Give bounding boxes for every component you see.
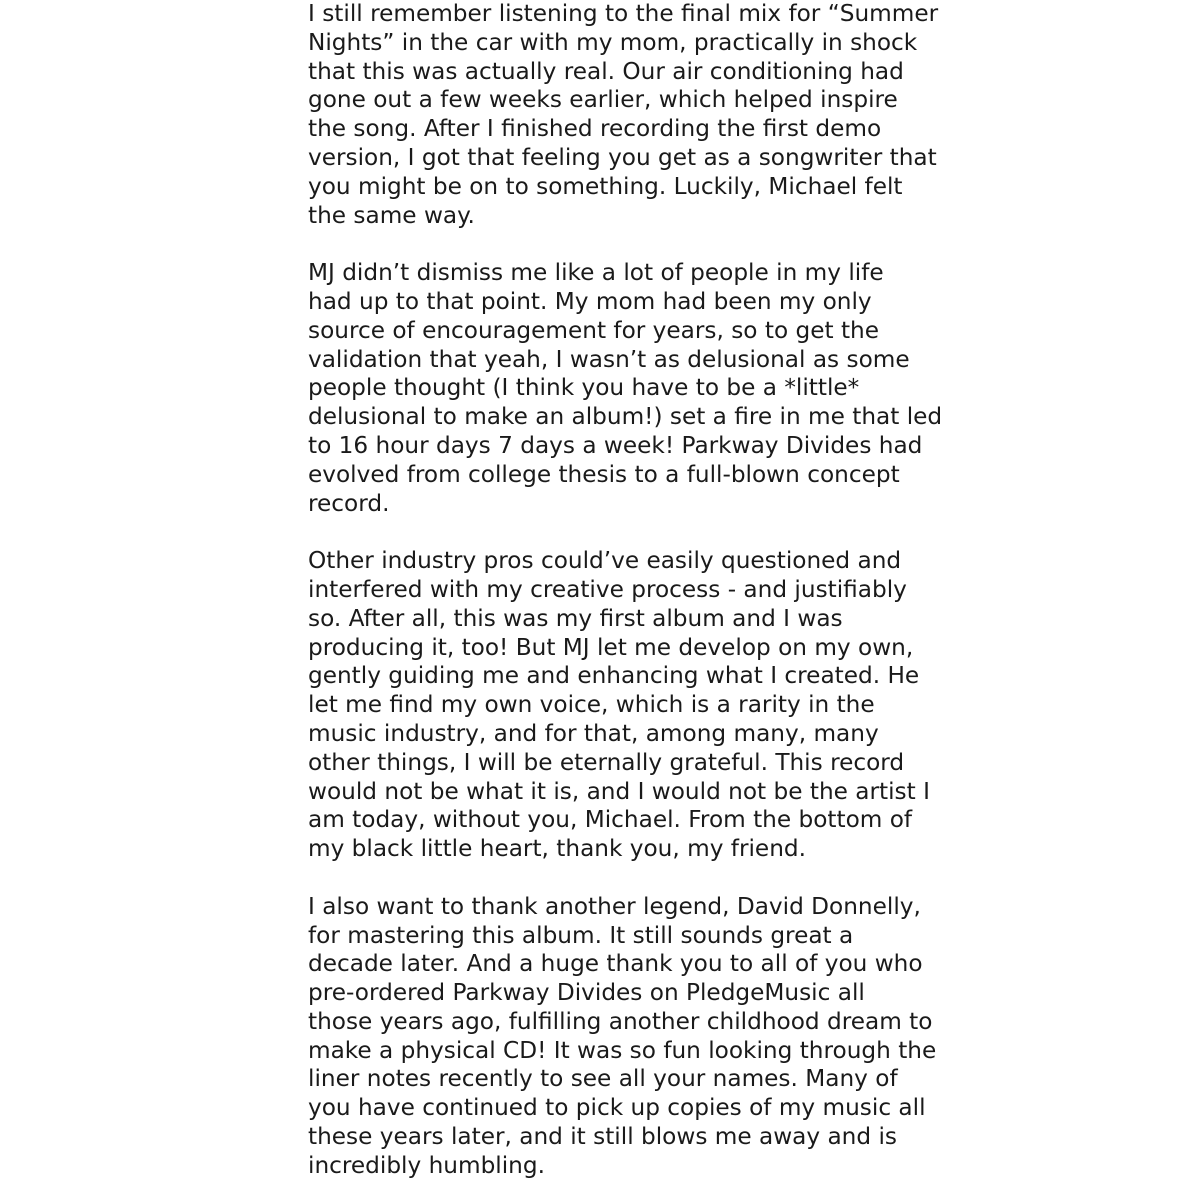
text-line: evolved from college thesis to a full-blown concept bbox=[308, 460, 900, 488]
text-line: delusional to make an album!) set a fire in me that led bbox=[308, 403, 943, 431]
text-line: am today, without you, Michael. From the bottom of bbox=[308, 806, 913, 834]
text-line: I still remember listening to the final mix for “Summer bbox=[308, 0, 939, 27]
text-line: music industry, and for that, among many, many bbox=[308, 719, 879, 747]
text-line: MJ didn’t dismiss me like a lot of people in my life bbox=[308, 259, 884, 287]
text-line: that this was actually real. Our air conditioning had bbox=[308, 57, 904, 85]
text-line: gently guiding me and enhancing what I created. He bbox=[308, 662, 920, 690]
text-line: incredibly humbling. bbox=[308, 1151, 545, 1179]
text-line: liner notes recently to see all your names. Many of bbox=[308, 1065, 898, 1093]
text-line: validation that yeah, I wasn’t as delusional as some bbox=[308, 345, 910, 373]
text-line: record. bbox=[308, 489, 390, 517]
text-line: for mastering this album. It still sounds great a bbox=[308, 921, 854, 949]
text-line: those years ago, fulfilling another childhood dream to bbox=[308, 1007, 933, 1035]
paragraph-1 bbox=[308, 0, 939, 230]
text-line: so. After all, this was my first album and I was bbox=[308, 604, 843, 632]
text-line: people thought (I think you have to be a *little* bbox=[308, 374, 860, 402]
paragraph-3 bbox=[308, 547, 930, 864]
text-line: producing it, too! But MJ let me develop on my own, bbox=[308, 633, 914, 661]
text-line: you might be on to something. Luckily, Michael felt bbox=[308, 172, 903, 200]
text-line: to 16 hour days 7 days a week! Parkway Divides had bbox=[308, 431, 923, 459]
text-line: my black little heart, thank you, my friend. bbox=[308, 835, 806, 863]
text-line: make a physical CD! It was so fun looking through the bbox=[308, 1036, 937, 1064]
text-line: pre-ordered Parkway Divides on PledgeMusic all bbox=[308, 979, 865, 1007]
text-line: these years later, and it still blows me away and is bbox=[308, 1123, 897, 1151]
text-line: source of encouragement for years, so to get the bbox=[308, 316, 880, 344]
text-line: Other industry pros could’ve easily questioned and bbox=[308, 547, 902, 575]
paragraph-4 bbox=[308, 892, 937, 1181]
text-line: decade later. And a huge thank you to all of you who bbox=[308, 950, 923, 978]
note-body[interactable] bbox=[308, 0, 943, 1181]
text-line: let me find my own voice, which is a rarity in the bbox=[308, 691, 875, 719]
text-line: would not be what it is, and I would not be the artist I bbox=[308, 777, 930, 805]
text-line: had up to that point. My mom had been my only bbox=[308, 287, 872, 315]
text-line: you have continued to pick up copies of my music all bbox=[308, 1094, 926, 1122]
paragraph-2 bbox=[308, 259, 943, 518]
text-line: version, I got that feeling you get as a songwriter that bbox=[308, 143, 937, 171]
text-line: Nights” in the car with my mom, practically in shock bbox=[308, 28, 918, 56]
text-line: the same way. bbox=[308, 201, 475, 229]
text-line: the song. After I finished recording the first demo bbox=[308, 115, 882, 143]
text-line: interfered with my creative process - and justifiably bbox=[308, 575, 907, 603]
text-line: gone out a few weeks earlier, which helped inspire bbox=[308, 86, 898, 114]
text-line: other things, I will be eternally grateful. This record bbox=[308, 748, 905, 776]
text-line: I also want to thank another legend, David Donnelly, bbox=[308, 892, 921, 920]
